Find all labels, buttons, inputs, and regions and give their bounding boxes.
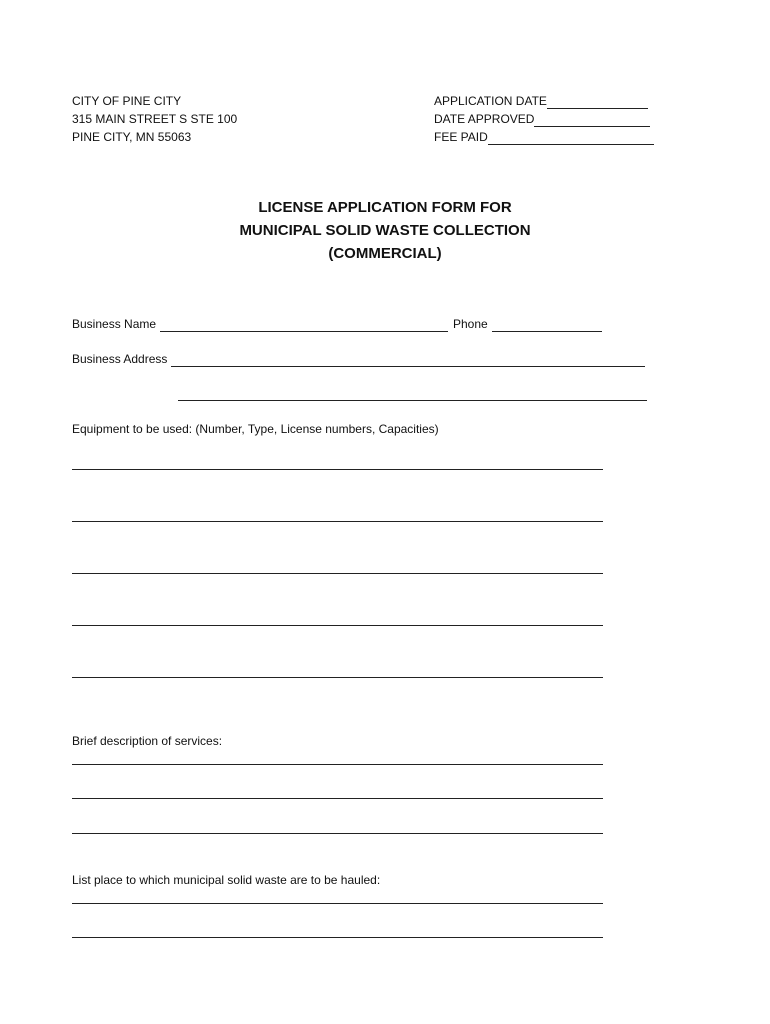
equipment-line-5[interactable] [72, 677, 603, 678]
services-line-1[interactable] [72, 764, 603, 765]
city-state-zip: PINE CITY, MN 55063 [72, 130, 192, 144]
application-date-field[interactable] [547, 96, 648, 109]
date-approved-row [434, 112, 650, 127]
services-label: Brief description of services: [72, 734, 223, 748]
business-name-label: Business Name [72, 317, 157, 331]
business-address-label: Business Address [72, 352, 168, 366]
equipment-line-4[interactable] [72, 625, 603, 626]
equipment-line-1[interactable] [72, 469, 603, 470]
application-date-label: APPLICATION DATE [434, 94, 547, 108]
fee-paid-row [434, 130, 654, 145]
fee-paid-field[interactable] [488, 132, 654, 145]
business-name-field[interactable] [160, 319, 448, 332]
equipment-label: Equipment to be used: (Number, Type, License numbers, Capacities) [72, 422, 439, 436]
haul-place-line-2[interactable] [72, 937, 603, 938]
city-street: 315 MAIN STREET S STE 100 [72, 112, 238, 126]
business-name-row [72, 317, 448, 332]
equipment-line-2[interactable] [72, 521, 603, 522]
equipment-line-3[interactable] [72, 573, 603, 574]
haul-place-label: List place to which municipal solid waste are to be hauled: [72, 873, 381, 887]
fee-paid-label: FEE PAID [434, 130, 488, 144]
form-title-line-1: LICENSE APPLICATION FORM FOR [258, 199, 512, 216]
phone-label: Phone [453, 317, 488, 331]
services-line-3[interactable] [72, 833, 603, 834]
business-address-field[interactable] [171, 354, 645, 367]
haul-place-line-1[interactable] [72, 903, 603, 904]
date-approved-field[interactable] [534, 114, 650, 127]
form-title-line-2: MUNICIPAL SOLID WASTE COLLECTION [239, 222, 531, 239]
phone-row [453, 317, 602, 332]
business-address-row [72, 352, 645, 367]
business-address-field-line-2[interactable] [178, 400, 647, 401]
date-approved-label: DATE APPROVED [434, 112, 535, 126]
services-line-2[interactable] [72, 798, 603, 799]
application-date-row [434, 94, 648, 109]
form-title-line-3: (COMMERCIAL) [328, 245, 442, 262]
phone-field[interactable] [492, 319, 602, 332]
city-name: CITY OF PINE CITY [72, 94, 182, 108]
